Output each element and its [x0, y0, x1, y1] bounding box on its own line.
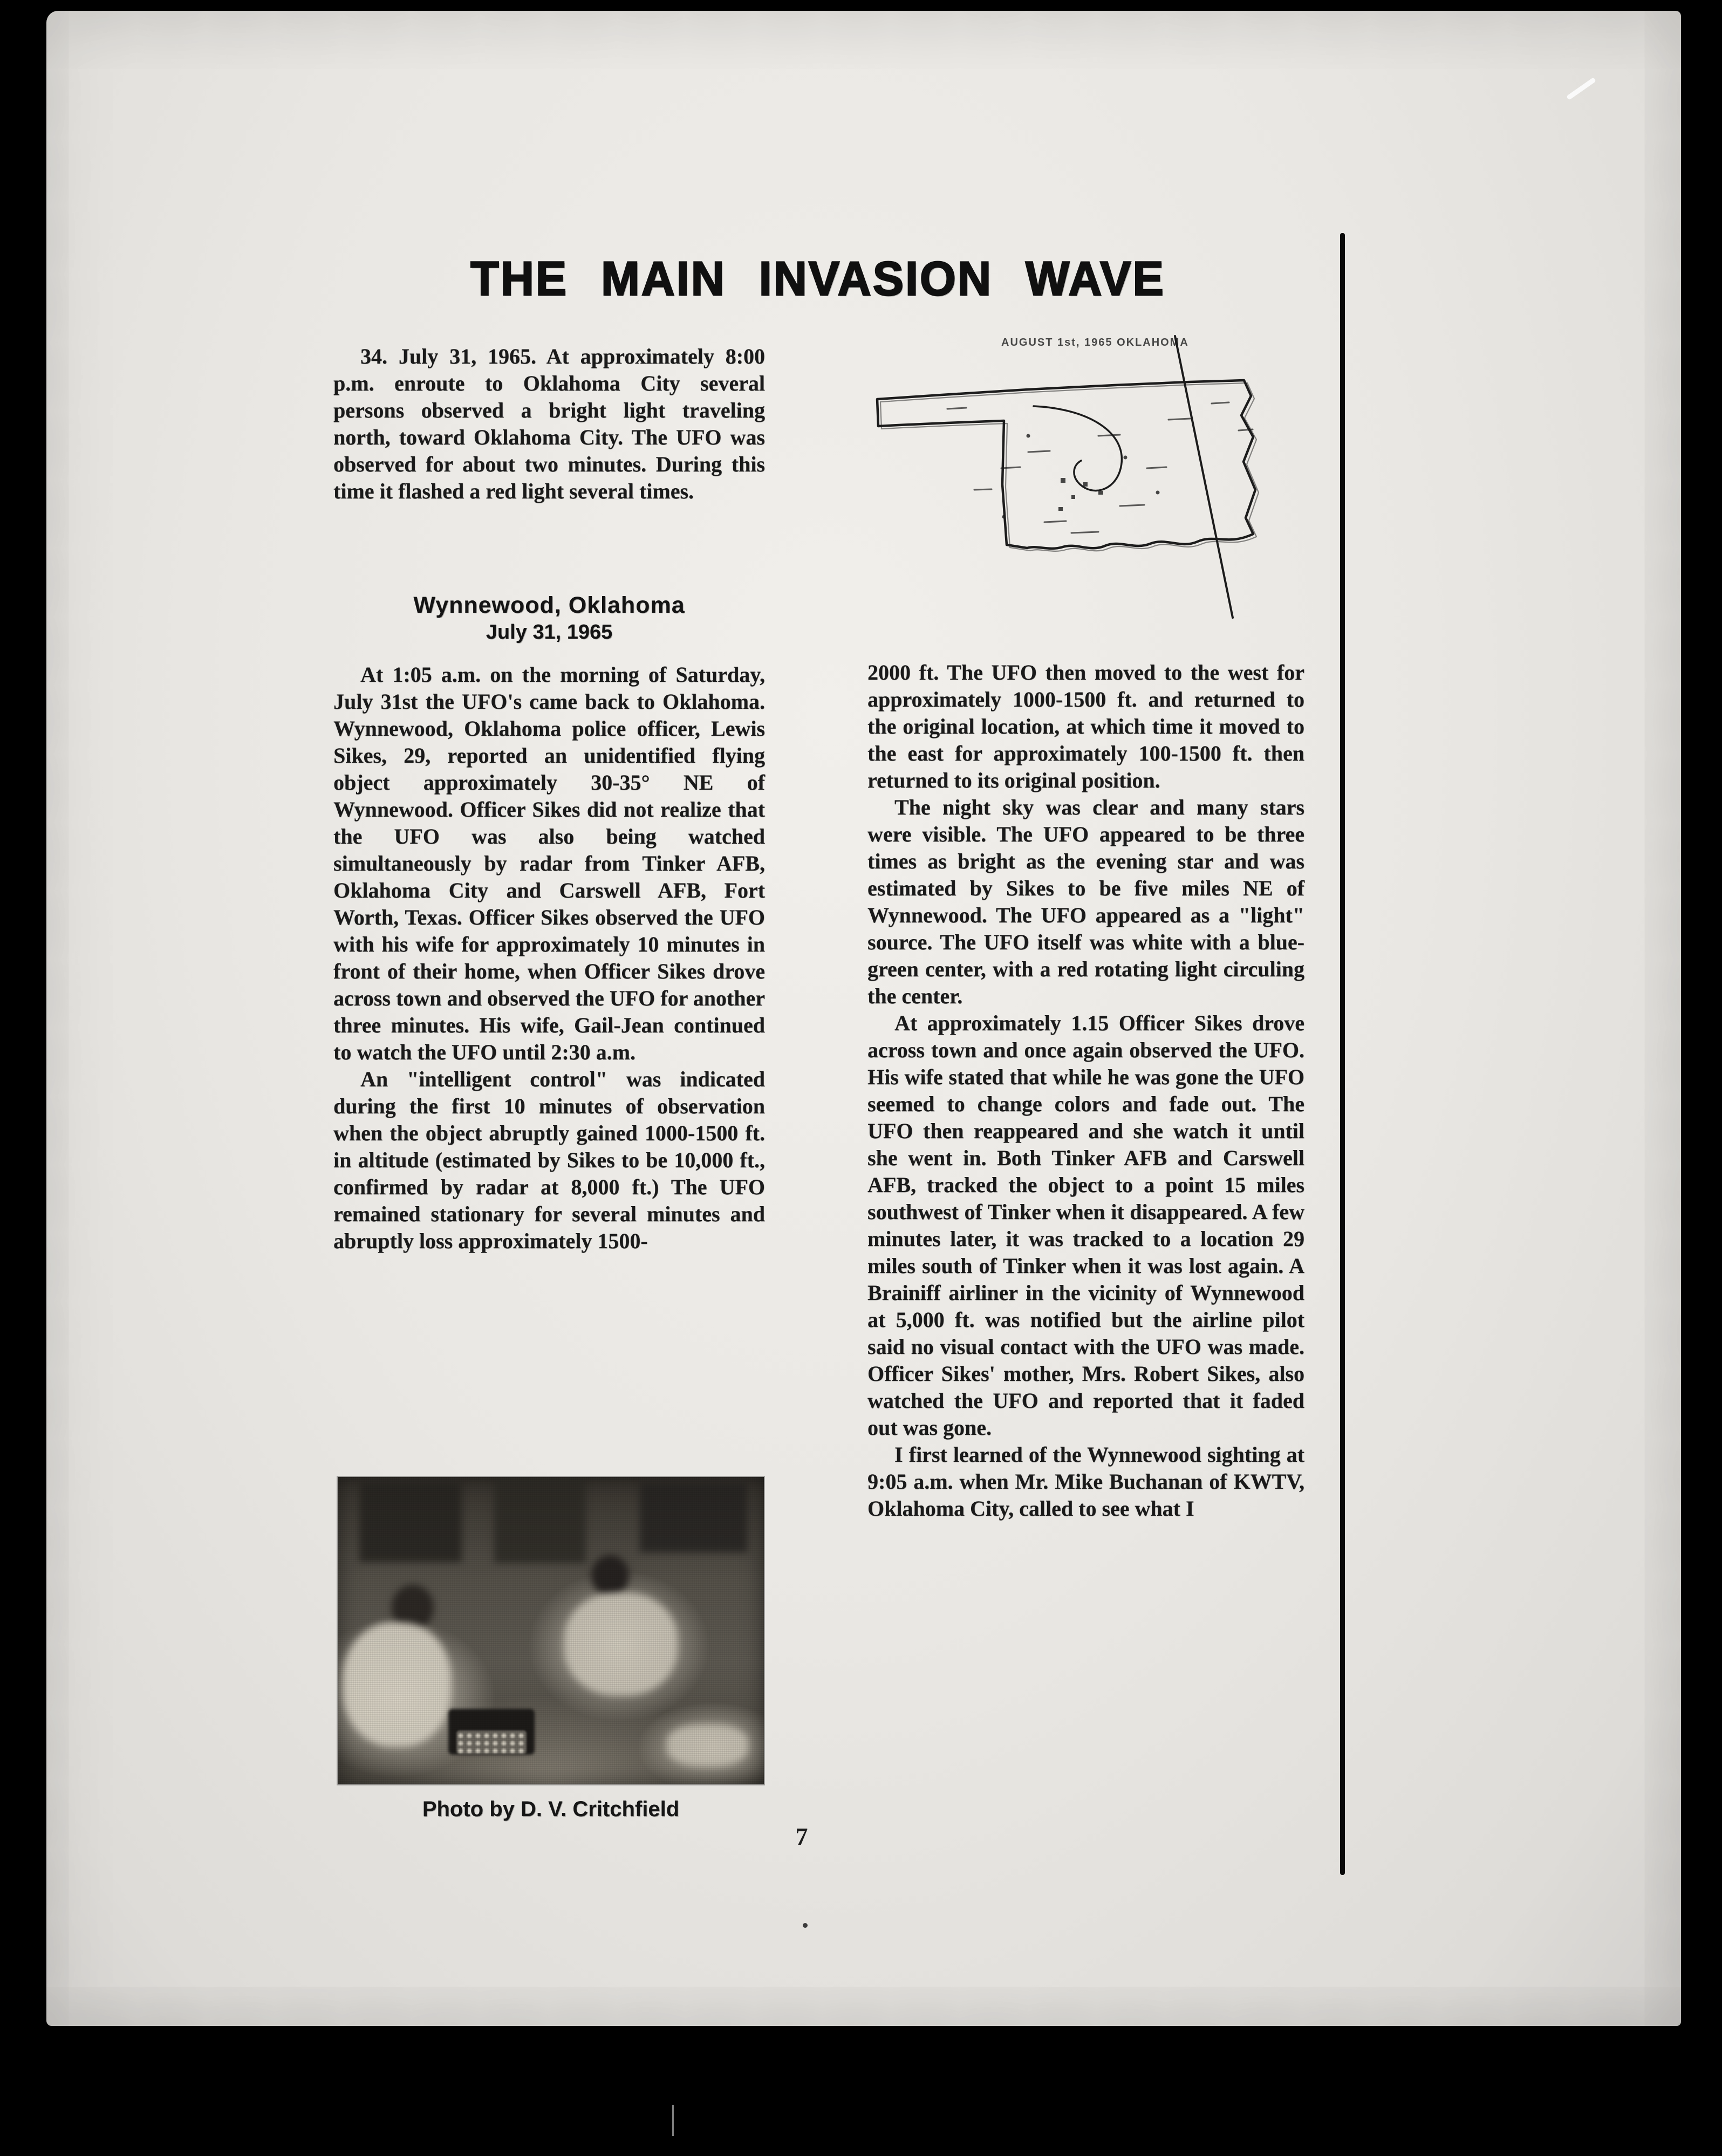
scan-artifact: [1566, 77, 1596, 100]
paragraph: At 1:05 a.m. on the morning of Saturday, July 31st the UFO's came back to Oklahoma. Wynnewood, Oklahoma police officer, Lewis Sikes, 29, reported an unidentified flying object approximately 30-35° NE of Wynnewood. Officer Sikes did not realize that the UFO was also being watched simultaneously by radar from Tinker AFB, Oklahoma City and Carswell AFB, Fort Worth, Texas. Officer Sikes observed the UFO with his wife for approximately 10 minutes in front of their home, when Officer Sikes drove across town and observed the UFO for another three minutes. His wife, Gail-Jean continued to watch the UFO until 2:30 a.m.: [333, 662, 765, 1064]
section-heading-date: July 31, 1965: [486, 621, 613, 644]
paragraph: 34. July 31, 1965. At approximately 8:00 p.m. enroute to Oklahoma City several persons observed a bright light traveling north, toward Oklahoma City. The UFO was observed for about two minutes. During this time it flashed a red light several times.: [333, 344, 765, 503]
photo: [338, 1477, 764, 1784]
photo-figure-shirt: [343, 1623, 451, 1747]
photo-window-shape: [640, 1482, 748, 1552]
trajectory-line: [1175, 336, 1233, 618]
paragraph: The night sky was clear and many stars were visible. The UFO appeared to be three times as bright as the evening star and was estimated by Sikes to be five miles NE of Wynnewood. The UFO appeared as a "light" source. The UFO itself was white with a blue-green center, with a red rotating light circuling the center.: [867, 795, 1304, 1008]
photo-window-shape: [494, 1477, 586, 1563]
photo-figure-shirt: [564, 1593, 678, 1695]
photo-window-shape: [359, 1481, 462, 1562]
paragraph: I first learned of the Wynnewood sighting at 9:05 a.m. when Mr. Mike Buchanan of KWTV, Oklahoma City, called to see what I: [867, 1442, 1304, 1521]
paragraph: At approximately 1.15 Officer Sikes drove across town and once again observed the UFO. His wife stated that while he was gone the UFO seemed to change colors and fade out. The UFO then reappeared and she watch it until she went in. Both Tinker AFB and Carswell AFB, tracked the object to a point 15 miles southwest of Tinker when it disappeared. A few minutes later, it was tracked to a location 29 miles south of Tinker when it was lost again. A Brainiff airliner in the vicinity of Wynnewood at 5,000 ft. was notified but the airline pilot said no visual contact with the UFO was made. Officer Sikes' mother, Mrs. Robert Sikes, also watched the UFO and reported that it faded out was gone.: [867, 1011, 1304, 1440]
map-outline: [877, 380, 1255, 549]
paragraph: 2000 ft. The UFO then moved to the west for approximately 1000-1500 ft. and returned to the original location, at which time it moved to the east for approximately 100-1500 ft. then returned to its original position.: [867, 660, 1304, 792]
photo-figure-head: [392, 1585, 434, 1630]
section-heading: [333, 591, 765, 645]
right-column: [867, 659, 1304, 1522]
scan-artifact: [672, 2105, 674, 2136]
photo-typewriter: [448, 1709, 535, 1755]
column-rule: [1340, 233, 1345, 1875]
page: [46, 11, 1681, 2026]
oklahoma-map: [866, 333, 1314, 627]
scan-artifact: [803, 1923, 808, 1928]
trajectory-curve: [1034, 406, 1122, 491]
oklahoma-map-sketch: [866, 355, 1314, 625]
page-title: THE MAIN INVASION WAVE: [470, 252, 1165, 306]
page-number: 7: [795, 1823, 808, 1850]
intro-paragraph: [333, 343, 765, 505]
photo-figure-head: [591, 1555, 629, 1596]
photo-papers: [667, 1725, 748, 1765]
photo-caption: Photo by D. V. Critchfield: [422, 1797, 680, 1821]
map-caption: AUGUST 1st, 1965 OKLAHOMA: [1001, 337, 1189, 348]
left-column: [333, 661, 765, 1255]
section-heading-location: Wynnewood, Oklahoma: [413, 592, 685, 618]
paragraph: An "intelligent control" was indicated during the first 10 minutes of observation when the object abruptly gained 1000-1500 ft. in altitude (estimated by Sikes to be 10,000 ft., confirmed by radar at 8,000 ft.) The UFO remained stationary for several minutes and abruptly loss approximately 1500-: [333, 1067, 765, 1253]
photo-typewriter-keys: [456, 1730, 527, 1754]
